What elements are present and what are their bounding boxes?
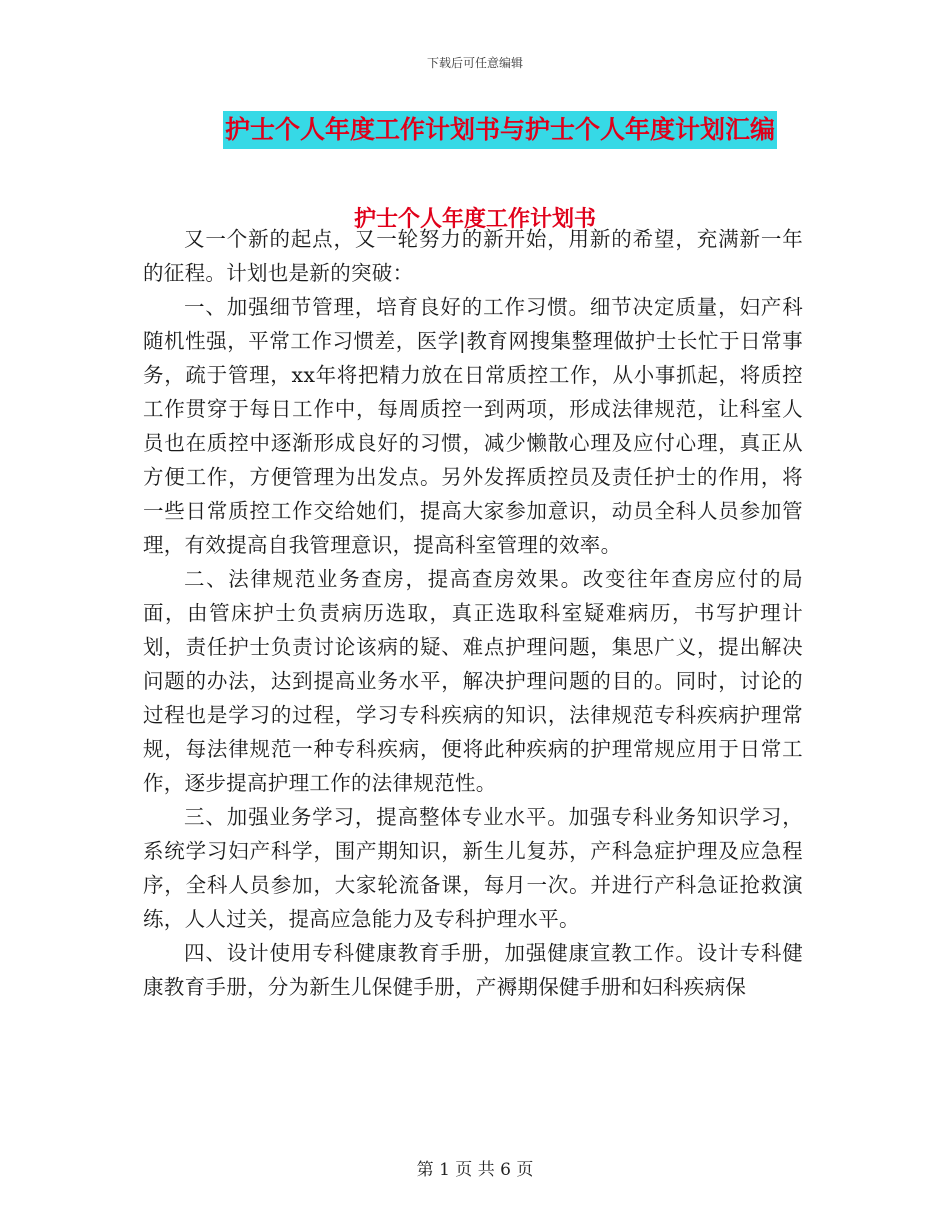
document-title: 护士个人年度工作计划书与护士个人年度计划汇编	[223, 111, 777, 149]
page-number: 第 1 页 共 6 页	[416, 1160, 534, 1180]
document-body	[143, 222, 803, 1004]
paragraph-item-1: 一、加强细节管理，培育良好的工作习惯。细节决定质量，妇产科随机性强，平常工作习惯差，医学|教育网搜集整理做护士长忙于日常事务，疏于管理，xx年将把精力放在日常质控工作，从小事抓起，将质控工作贯穿于每日工作中，每周质控一到两项，形成法律规范，让科室人员也在质控中逐渐形成良好的习惯，减少懒散心理及应付心理，真正从方便工作，方便管理为出发点。另外发挥质控员及责任护士的作用，将一些日常质控工作交给她们，提高大家参加意识，动员全科人员参加管理，有效提高自我管理意识，提高科室管理的效率。	[143, 295, 803, 557]
document-title-container	[0, 111, 950, 149]
paragraph-item-4: 四、设计使用专科健康教育手册，加强健康宣教工作。设计专科健康教育手册，分为新生儿保健手册，产褥期保健手册和妇科疾病保	[143, 941, 803, 999]
paragraph-item-2: 二、法律规范业务查房，提高查房效果。改变往年查房应付的局面，由管床护士负责病历选取，真正选取科室疑难病历，书写护理计划，责任护士负责讨论该病的疑、难点护理问题，集思广义，提出解决问题的办法，达到提高业务水平，解决护理问题的目的。同时，讨论的过程也是学习的过程，学习专科疾病的知识，法律规范专科疾病护理常规，每法律规范一种专科疾病，便将此种疾病的护理常规应用于日常工作，逐步提高护理工作的法律规范性。	[143, 567, 803, 795]
page-header-note: 下载后可任意编辑	[426, 56, 523, 70]
paragraph-item-3: 三、加强业务学习，提高整体专业水平。加强专科业务知识学习，系统学习妇产科学，围产期知识，新生儿复苏，产科急症护理及应急程序，全科人员参加，大家轮流备课，每月一次。并进行产科急证抢救演练，人人过关，提高应急能力及专科护理水平。	[143, 805, 803, 931]
paragraph-intro: 又一个新的起点，又一轮努力的新开始，用新的希望，充满新一年的征程。计划也是新的突破：	[143, 227, 803, 285]
section-title: 护士个人年度工作计划书	[353, 206, 596, 232]
